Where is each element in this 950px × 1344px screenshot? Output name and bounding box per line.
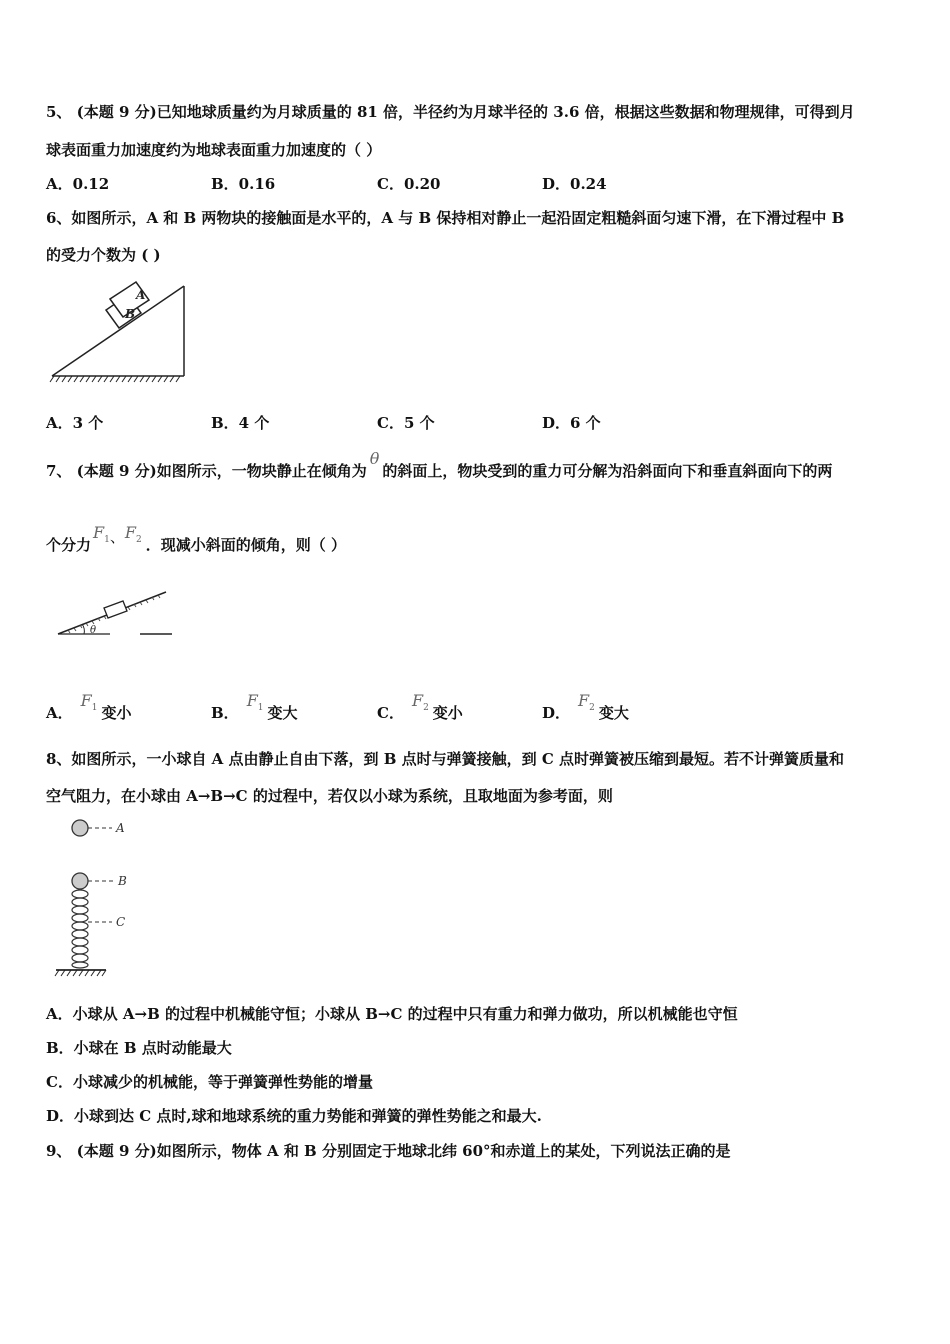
q6-option-a: A．3 个 <box>46 414 104 432</box>
ball-at-b <box>72 873 88 889</box>
q6-option-b: B．4 个 <box>211 414 270 432</box>
q7-option-a: A．$F_1$ 变小 <box>46 691 132 722</box>
q7-line1-post: 的斜面上，物块受到的重力可分解为沿斜面向下和垂直斜面向下的两 <box>382 462 833 480</box>
label-a: A <box>116 821 125 835</box>
q7-line2-post: ．现减小斜面的倾角，则（ ） <box>145 536 346 554</box>
q7-line1-pre: 7、 (本题 9 分)如图所示，一物块静止在倾角为 <box>46 462 367 480</box>
q6-option-d: D．6 个 <box>542 414 601 432</box>
f2-symbol: $F_2$ <box>124 523 142 546</box>
q5-line1: 5、 (本题 9 分)已知地球质量约为月球质量的 81 倍，半径约为月球半径的 3.6 倍，根据这些数据和物理规律，可得到月 <box>46 103 855 121</box>
ball-at-a <box>72 820 88 836</box>
block-shape <box>104 601 127 618</box>
q8-line2: 空气阻力，在小球由 A→B→C 的过程中，若仅以小球为系统，且取地面为参考面，则 <box>46 787 613 805</box>
spring-coil <box>72 890 88 968</box>
q8-option-c: C．小球减少的机械能，等于弹簧弹性势能的增量 <box>46 1073 373 1091</box>
q7-option-c: C．$F_2$ 变小 <box>377 691 463 722</box>
theta-symbol: θ <box>369 449 380 468</box>
q7-line1 <box>46 449 833 481</box>
q6-line2: 的受力个数为 ( ) <box>46 246 161 264</box>
q5-option-a: A．0.12 <box>46 175 110 193</box>
q9-line1: 9、 (本题 9 分)如图所示，物体 A 和 B 分别固定于地球北纬 60°和赤道上的某处，下列说法正确的是 <box>46 1142 731 1160</box>
q7-line2: 个分力$F_1$、$F_2$ ．现减小斜面的倾角，则（ ） <box>46 523 346 554</box>
q8-spring-figure <box>52 814 138 980</box>
q6-option-c: C．5 个 <box>377 414 435 432</box>
q7-option-b: B．$F_1$ 变大 <box>211 691 298 722</box>
q8-option-d: D．小球到达 C 点时,球和地球系统的重力势能和弹簧的弹性势能之和最大. <box>46 1107 542 1125</box>
label-c: C <box>116 915 126 929</box>
q6-line1: 6、如图所示，A 和 B 两物块的接触面是水平的，A 与 B 保持相对静止一起沿固定粗糙斜面匀速下滑，在下滑过程中 B <box>46 209 845 227</box>
q5-line2: 球表面重力加速度约为地球表面重力加速度的（ ） <box>46 141 382 159</box>
f1-symbol: $F_1$ <box>93 523 110 546</box>
q8-option-b: B．小球在 B 点时动能最大 <box>46 1039 232 1057</box>
q8-line1: 8、如图所示，一小球自 A 点由静止自由下落，到 B 点时与弹簧接触，到 C 点时弹簧被压缩到最短。若不计弹簧质量和 <box>46 750 845 768</box>
q8-option-a: A．小球从 A→B 的过程中机械能守恒；小球从 B→C 的过程中只有重力和弹力做功，所以机械能也守恒 <box>46 1005 738 1023</box>
q5-option-c: C．0.20 <box>377 175 441 193</box>
q7-option-d: D．$F_2$ 变大 <box>542 691 629 722</box>
q6-incline-figure <box>48 278 190 384</box>
label-b: B <box>118 874 127 888</box>
label-a: A <box>136 288 146 302</box>
figure-theta-label: θ <box>90 625 97 636</box>
q7-line2-pre: 个分力 <box>46 536 92 554</box>
q7-slope-figure <box>54 584 178 640</box>
q5-option-d: D．0.24 <box>542 175 607 193</box>
q5-option-b: B．0.16 <box>211 175 276 193</box>
label-b: B <box>125 307 136 321</box>
